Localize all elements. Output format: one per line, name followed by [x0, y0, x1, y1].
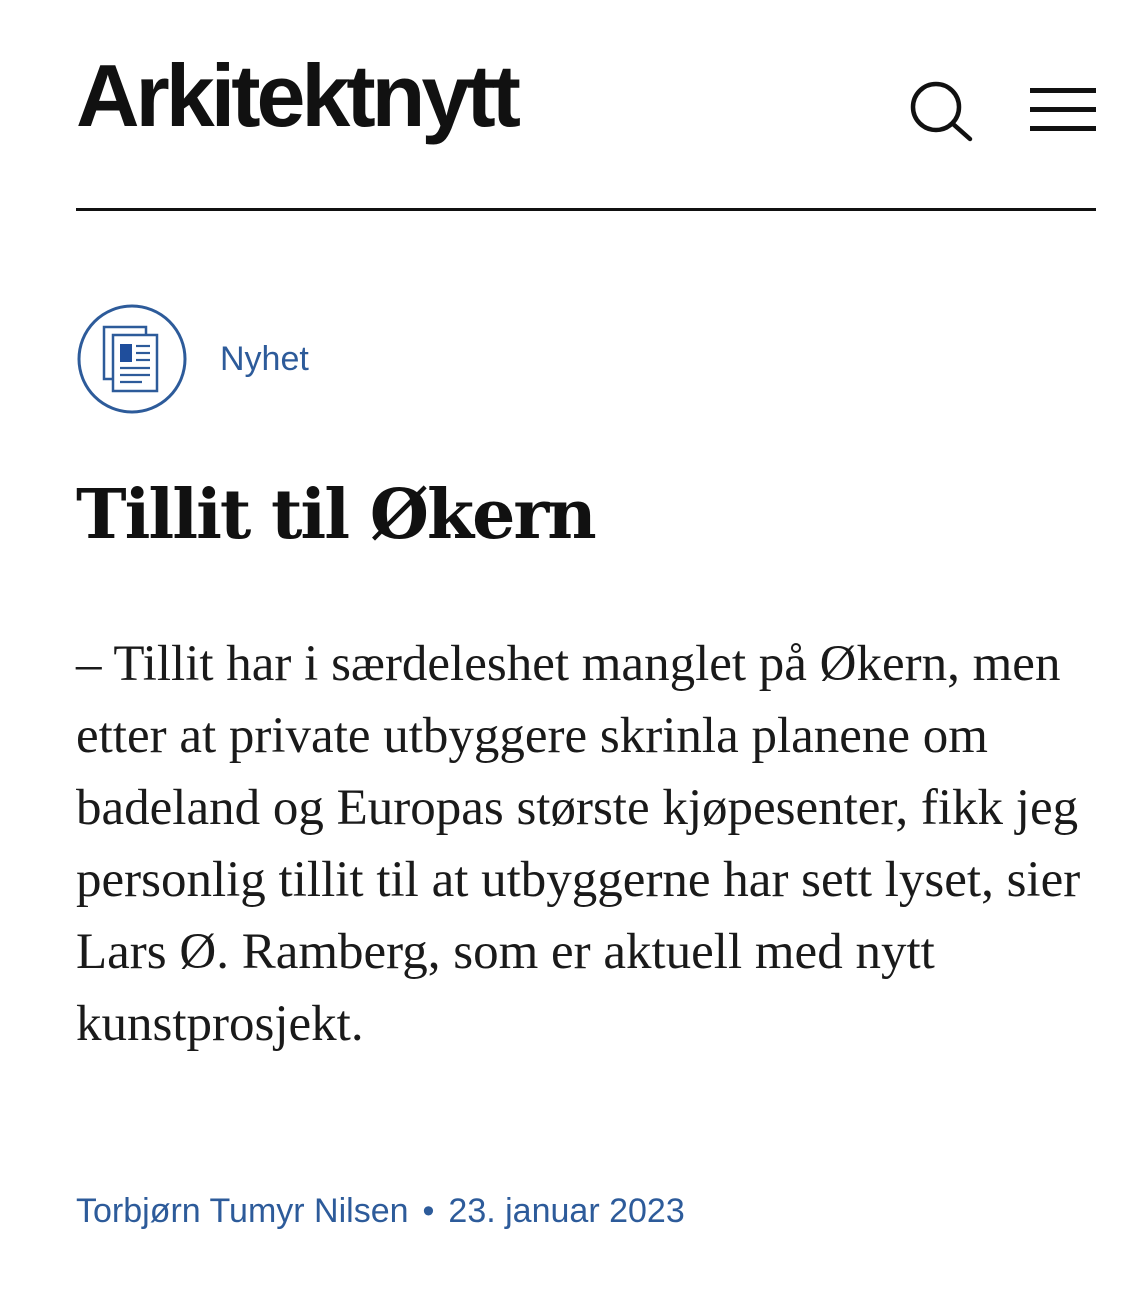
search-button[interactable] [908, 80, 978, 142]
publish-date: 23. januar 2023 [448, 1192, 685, 1230]
article-category [76, 302, 309, 416]
article-lede: – Tillit har i særdeleshet manglet på Økern, men etter at private utbyggere skrinla planene om badeland og Europas største kjøpesenter, fikk jeg personlig tillit til at utbyggerne har sett lyset, sier Lars Ø. Ramberg, som er aktuell med nytt kunstprosjekt. [76, 636, 1081, 1052]
hamburger-menu-icon [1030, 86, 1096, 134]
article-byline [76, 1192, 685, 1231]
site-header [76, 0, 1096, 212]
category-link[interactable]: Nyhet [220, 339, 309, 378]
search-icon [908, 80, 978, 142]
site-logo[interactable]: Arkitektnytt [76, 46, 517, 145]
header-divider [76, 208, 1096, 211]
author-name[interactable]: Torbjørn Tumyr Nilsen [76, 1192, 409, 1230]
byline-separator: • [422, 1192, 435, 1230]
article-title: Tillit til Økern [76, 475, 595, 555]
menu-button[interactable] [1030, 86, 1096, 134]
news-article-icon [76, 303, 188, 415]
